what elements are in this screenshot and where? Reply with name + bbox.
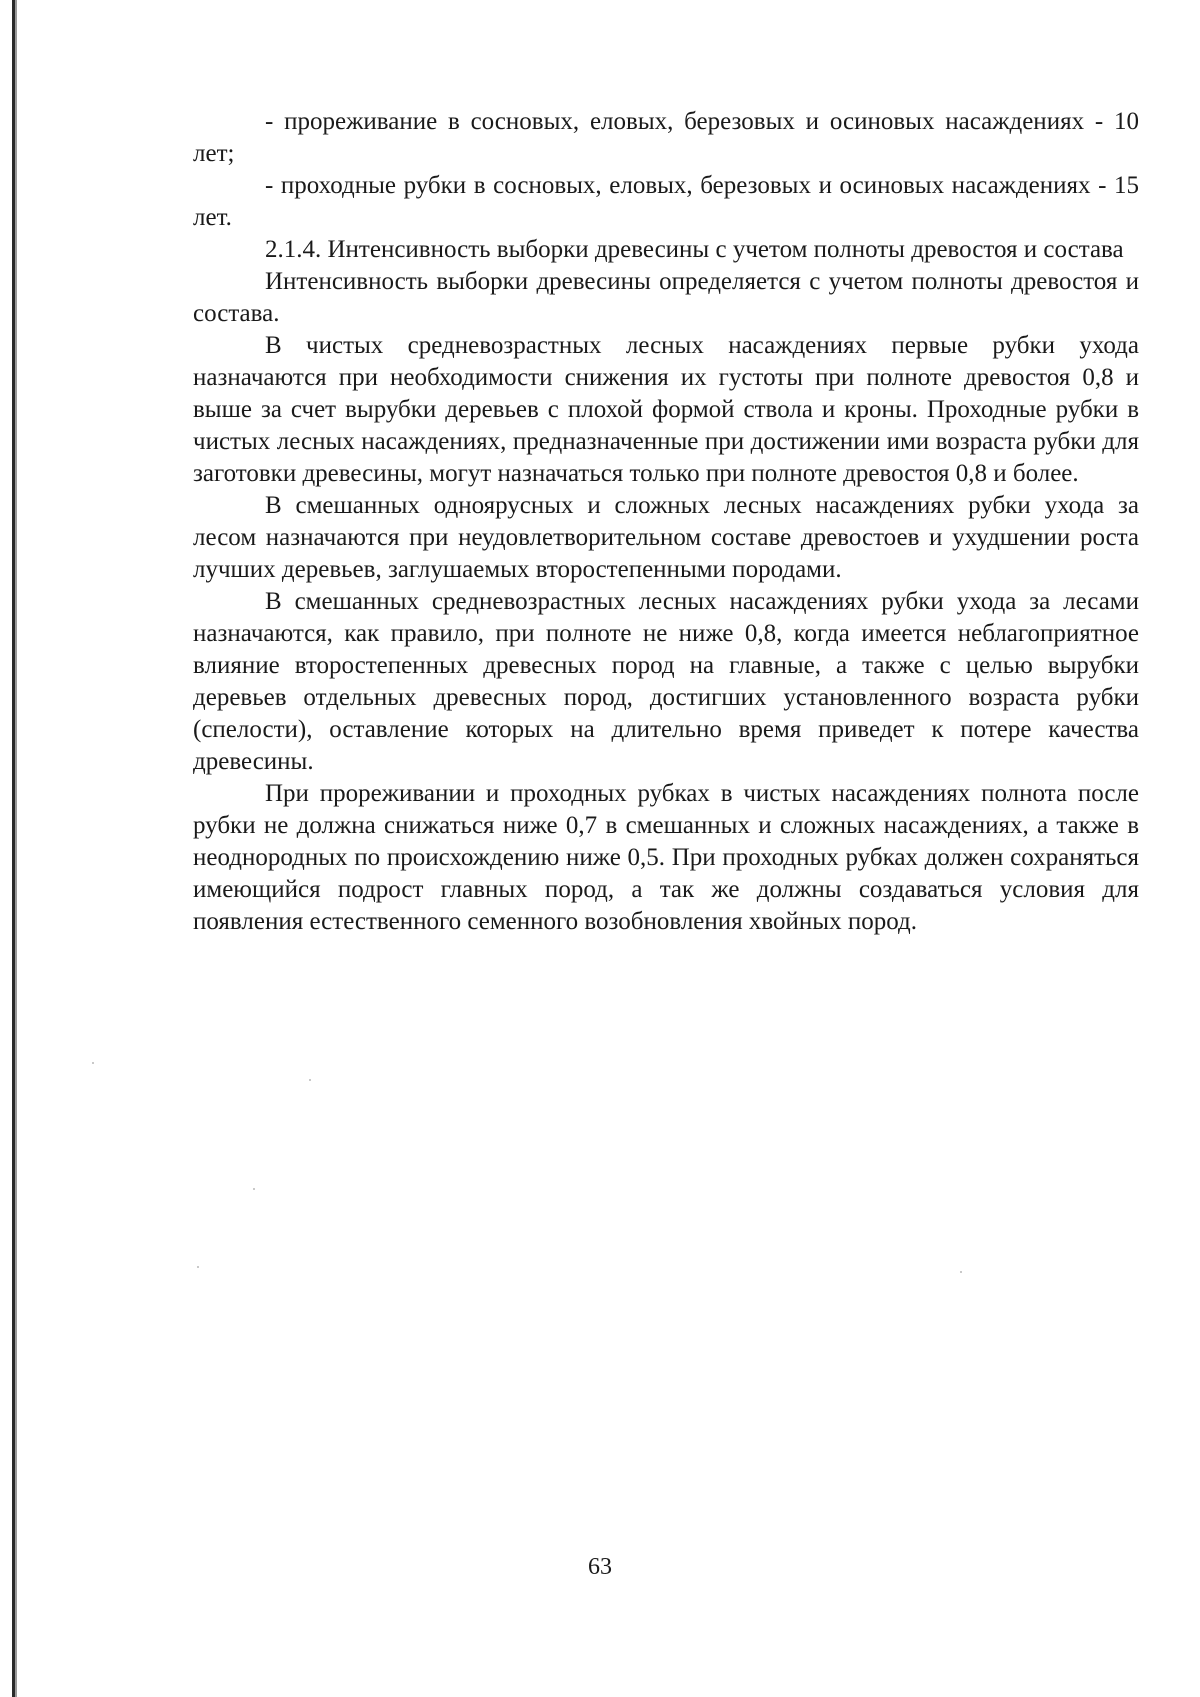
page-number: 63 xyxy=(588,1554,612,1580)
scan-speck xyxy=(197,1266,199,1268)
paragraph-density-after-cutting: При прореживании и проходных рубках в чистых насаждениях полнота после рубки не должна снижаться ниже 0,7 в смешанных и сложных насаждениях, а также в неоднородных по происхождению ниже 0,5. При проходных рубках должен сохраняться имеющийся подрост главных пород, а так же должны создаваться условия для появления естественного семенного возобновления хвойных пород. xyxy=(193,780,1139,935)
paragraph-mixed-stands: В смешанных одноярусных и сложных лесных насаждениях рубки ухода за лесом назначаются при неудовлетворительном составе древостоев и ухудшении роста лучших деревьев, заглушаемых второстепенными породами. xyxy=(193,492,1139,583)
scan-speck xyxy=(92,1062,94,1064)
list-item-thinning: - прореживание в сосновых, еловых, березовых и осиновых насаждениях - 10 лет; xyxy=(193,108,1139,167)
paragraph-pure-stands: В чистых средневозрастных лесных насаждениях первые рубки ухода назначаются при необходимости снижения их густоты при полноте древостоя 0,8 и выше за счет вырубки деревьев с плохой формой ствола и кроны. Проходные рубки в чистых лесных насаждениях, предназначенные при достижении ими возраста рубки для заготовки древесины, могут назначаться только при полноте древостоя 0,8 и более. xyxy=(193,332,1139,487)
scan-edge-shadow-soft xyxy=(15,0,17,1697)
scan-speck xyxy=(253,1188,255,1190)
paragraph-mixed-middle-aged: В смешанных средневозрастных лесных насаждениях рубки ухода за лесами назначаются, как правило, при полноте не ниже 0,8, когда имеется неблагоприятное влияние второстепенных древесных пород на главные, а также с целью вырубки деревьев отдельных древесных пород, достигших установленного возраста рубки (спелости), оставление которых на длительно время приведет к потере качества древесины. xyxy=(193,588,1139,775)
section-heading-2-1-4: 2.1.4. Интенсивность выборки древесины с учетом полноты древостоя и состава xyxy=(265,236,1124,263)
scan-speck xyxy=(309,1079,311,1081)
scan-speck xyxy=(960,1271,962,1273)
paragraph-intensity: Интенсивность выборки древесины определяется с учетом полноты древостоя и состава. xyxy=(193,268,1139,327)
body-text xyxy=(193,106,1139,938)
list-item-passage-cuttings: - проходные рубки в сосновых, еловых, березовых и осиновых насаждениях - 15 лет. xyxy=(193,172,1139,231)
